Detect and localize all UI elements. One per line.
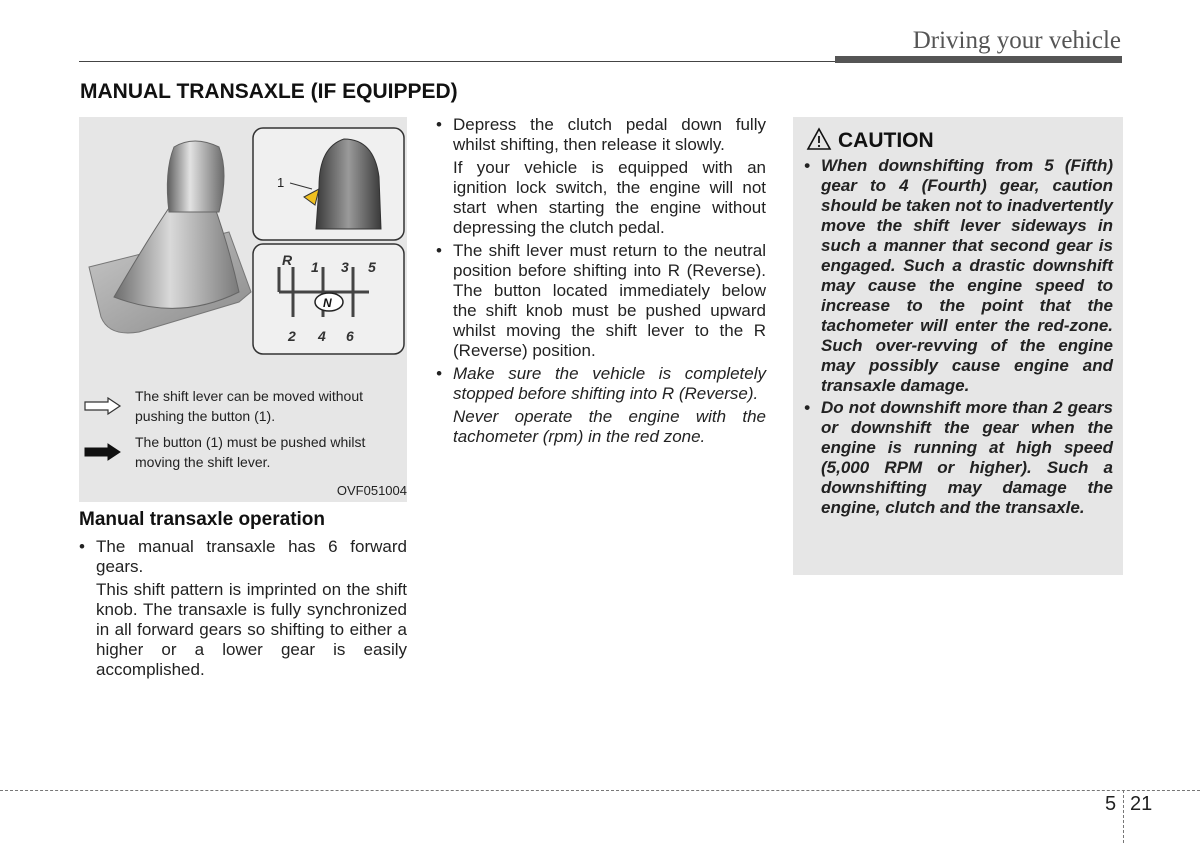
gear-label-6: 6 xyxy=(346,328,354,344)
gear-label-3: 3 xyxy=(341,259,349,275)
stop-before-reverse-bullet: • Make sure the vehicle is completely stopped before shifting into R (Reverse). xyxy=(436,364,766,404)
gear-label-2: 2 xyxy=(288,328,296,344)
middle-column xyxy=(436,115,766,447)
footer-divider xyxy=(1123,790,1124,843)
warning-triangle-icon xyxy=(806,127,832,151)
chapter-number: 5 xyxy=(1105,793,1117,815)
reverse-bullet: • The shift lever must return to the neutral position before shifting into R (Reverse). The button located immediately below the shift knob must be pushed upward whilst moving the shift lever to the R (Reverse) position. xyxy=(436,241,766,361)
red-zone-paragraph: Never operate the engine with the tachometer (rpm) in the red zone. xyxy=(453,407,766,446)
shift-lever-illustration xyxy=(79,117,407,387)
caution-title: CAUTION xyxy=(838,129,934,152)
gear-label-n: N xyxy=(323,296,332,310)
clutch-bullet: • Depress the clutch pedal down fully whilst shifting, then release it slowly. xyxy=(436,115,766,155)
footer-rule xyxy=(0,790,1200,791)
caution-item: • When downshifting from 5 (Fifth) gear to 4 (Fourth) gear, caution should be taken not to inadvertently move the shift lever sideways in such a manner that second gear is engaged. Such a drastic downshift may cause the engine speed to increase to the point that the tachometer will enter the red-zone. Such over-revving of the engine may possibly cause engine and transaxle damage. xyxy=(804,156,1113,396)
callout-number: 1 xyxy=(277,175,285,190)
section-title: MANUAL TRANSAXLE (IF EQUIPPED) xyxy=(80,80,458,103)
gear-label-4: 4 xyxy=(318,328,326,344)
subsection-heading: Manual transaxle operation xyxy=(79,509,326,530)
operation-text xyxy=(79,537,407,680)
gear-label-1: 1 xyxy=(311,259,319,275)
header-accent-bar xyxy=(835,56,1122,63)
gear-label-5: 5 xyxy=(368,259,376,275)
gear-label-r: R xyxy=(282,252,293,268)
caution-text xyxy=(804,156,1113,518)
outline-arrow-icon xyxy=(84,397,122,415)
operation-paragraph: This shift pattern is imprinted on the shift knob. The transaxle is fully synchronized in all forward gears so shifting to either a higher or a lower gear is easily accomplished. xyxy=(96,580,407,679)
solid-arrow-icon xyxy=(84,443,122,461)
legend-solid-text: The button (1) must be pushed whilst moving the shift lever. xyxy=(135,434,366,470)
operation-bullet: • The manual transaxle has 6 forward gears. xyxy=(79,537,407,577)
page-number: 21 xyxy=(1130,793,1153,815)
figure-code: OVF051004 xyxy=(336,483,407,498)
running-header: Driving your vehicle xyxy=(912,27,1121,54)
legend-outline-text: The shift lever can be moved without pushing the button (1). xyxy=(135,388,364,424)
caution-item: • Do not downshift more than 2 gears or downshift the gear when the engine is running at high speed (5,000 RPM or higher). Such a downshifting may damage the engine, clutch and the transaxle. xyxy=(804,398,1113,518)
ignition-lock-paragraph: If your vehicle is equipped with an ignition lock switch, the engine will not start when starting the engine without depressing the clutch pedal. xyxy=(453,158,766,237)
